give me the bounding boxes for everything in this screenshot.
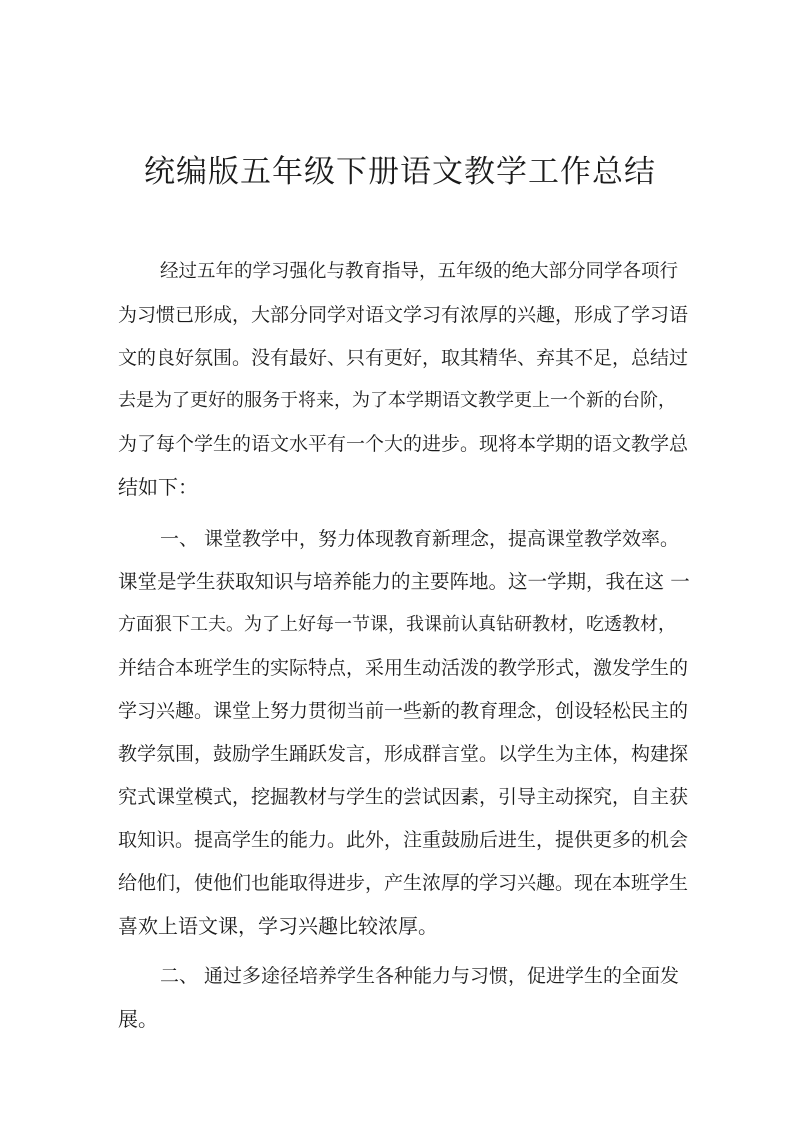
paragraph-3-line-1: 二、 通过多途径培养学生各种能力与习惯，促进学生的全面发 (160, 965, 680, 987)
paragraph-1-line-3: 文的良好氛围。没有最好、只有更好，取其精华、弃其不足，总结过 (118, 347, 689, 369)
paragraph-1-line-4: 去是为了更好的服务于将来，为了本学期语文教学更上一个新的台阶， (118, 390, 676, 411)
paragraph-2-line-7: 究式课堂模式，挖掘教材与学生的尝试因素，引导主动探究，自主获 (118, 786, 689, 808)
paragraph-2-line-8: 取知识。提高学生的能力。此外，注重鼓励后进生，提供更多的机会 (118, 829, 689, 851)
paragraph-2-line-5: 学习兴趣。课堂上努力贯彻当前一些新的教育理念，创设轻松民主的 (118, 700, 689, 722)
paragraph-1-line-6: 结如下： (118, 475, 198, 499)
document-title: 统编版五年级下册语文教学工作总结 (144, 154, 656, 190)
paragraph-2-line-3: 方面狠下工夫。为了上好每一节课，我课前认真钻研教材，吃透教材， (118, 614, 676, 635)
paragraph-2-line-4: 并结合本班学生的实际特点，采用生动活泼的教学形式，激发学生的 (118, 657, 689, 679)
paragraph-2-line-9: 给他们，使他们也能取得进步，产生浓厚的学习兴趣。现在本班学生 (118, 872, 689, 894)
paragraph-1-line-1: 经过五年的学习强化与教育指导，五年级的绝大部分同学各项行 (160, 261, 679, 282)
paragraph-2-line-10: 喜欢上语文课，学习兴趣比较浓厚。 (118, 914, 438, 938)
paragraph-2-line-2: 课堂是学生获取知识与培养能力的主要阵地。这一学期，我在这 一 (118, 570, 690, 593)
paragraph-1-line-5: 为了每个学生的语文水平有一个大的进步。现将本学期的语文教学总 (118, 433, 689, 455)
paragraph-3-line-2: 展。 (118, 1007, 158, 1031)
paragraph-1-line-2: 为习惯已形成，大部分同学对语文学习有浓厚的兴趣，形成了学习语 (118, 304, 689, 326)
paragraph-2-line-6: 教学氛围，鼓励学生踊跃发言，形成群言堂。以学生为主体，构建探 (118, 743, 689, 765)
paragraph-2-line-1: 一、 课堂教学中，努力体现教育新理念，提高课堂教学效率。 (160, 528, 680, 550)
